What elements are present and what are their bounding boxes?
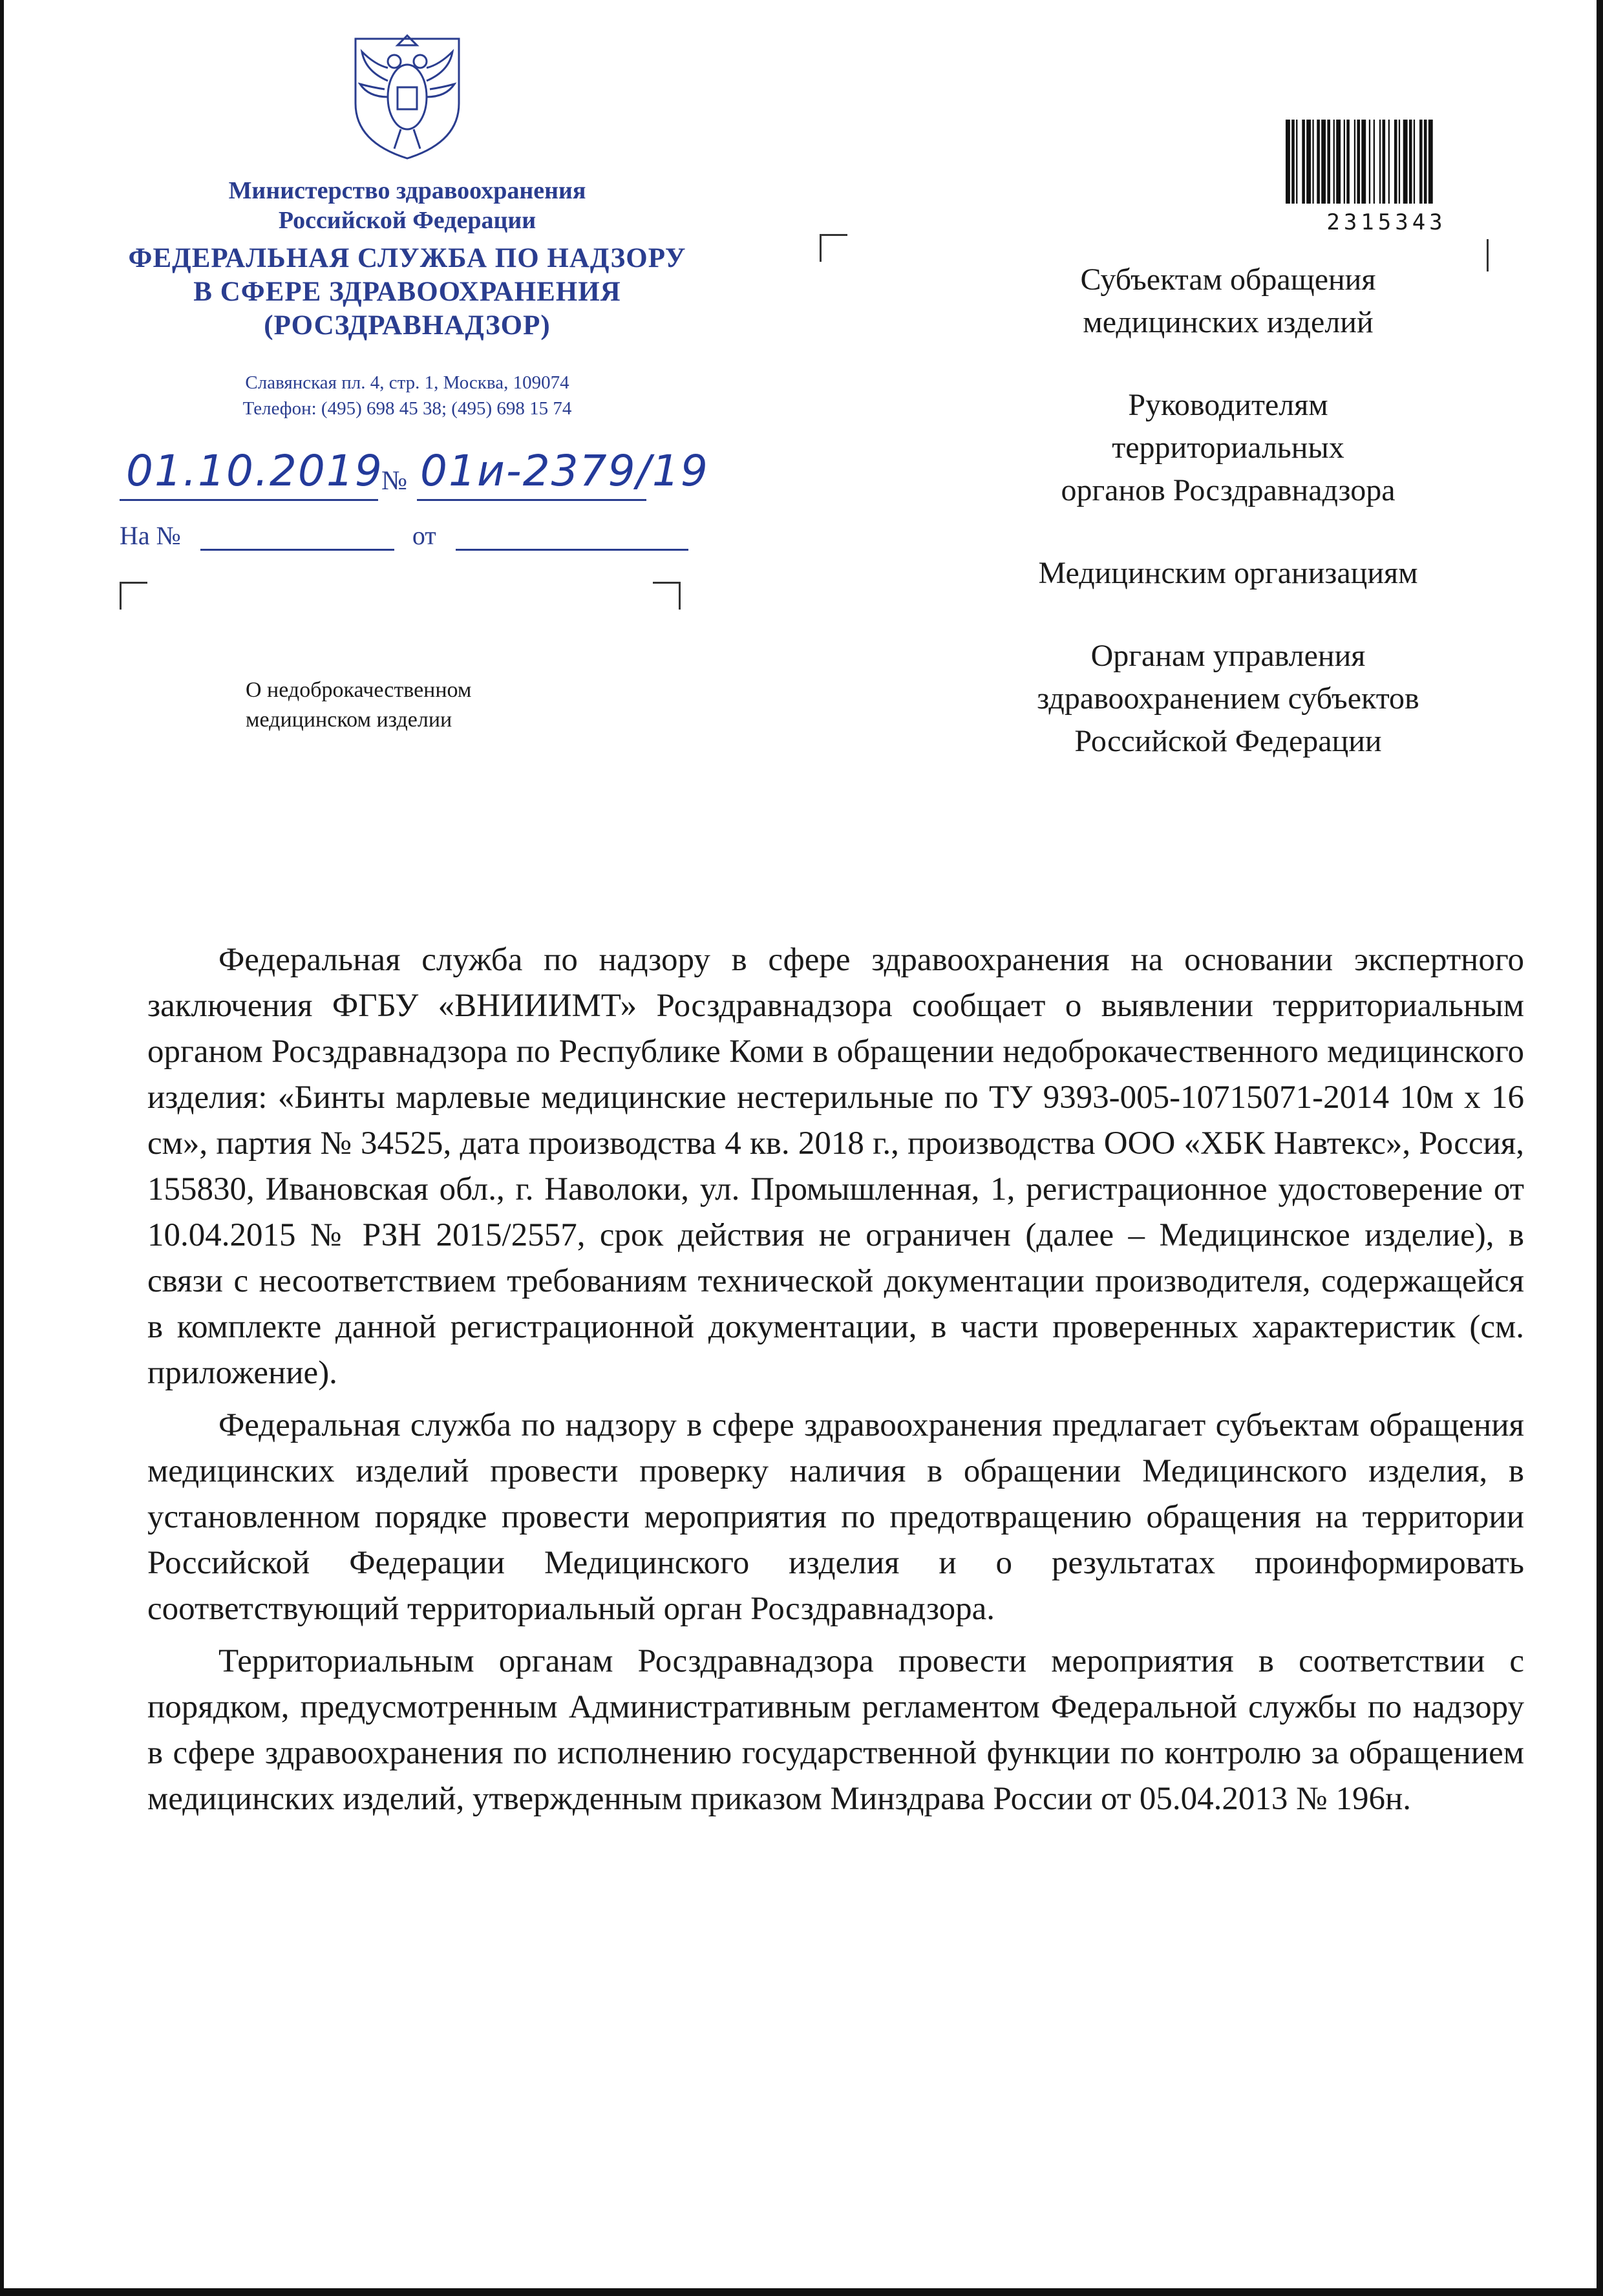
barcode-bar: [1346, 120, 1350, 204]
registration-number-sign: №: [381, 466, 408, 496]
recipient-corner-top-left: [820, 234, 847, 262]
barcode-bar: [1306, 120, 1311, 204]
barcode-bar: [1369, 120, 1370, 204]
barcode-bar: [1302, 120, 1305, 204]
barcode-bar: [1424, 120, 1427, 204]
barcode-bar: [1291, 120, 1295, 204]
barcode-bar: [1394, 120, 1397, 204]
field-corner-top-left: [120, 582, 147, 610]
address-line: Славянская пл. 4, стр. 1, Москва, 109074: [245, 372, 569, 393]
barcode-number: 2315343: [1326, 209, 1447, 235]
registration-date: 01.10.2019: [126, 446, 383, 496]
ministry-line-2: Российской Федерации: [278, 207, 536, 234]
service-line-3: (РОСЗДРАВНАДЗОР): [264, 310, 551, 341]
body-paragraph-1: Федеральная служба по надзору в сфере здравоохранения на основании экспертного заключения ФГБУ «ВНИИИМТ» Росздравнадзора сообщает о выявлении территориальным органом Росздравнадзора по Республике Коми в обращении недоброкачественного медицинского изделия: «Бинты марлевые медицинские нестерильные по ТУ 9393-005-10715071-2014 10м х 16 см», партия № 34525, дата производства 4 кв. 2018 г., производства ООО «ХБК Навтекс», Россия, 155830, Ивановская обл., г. Наволоки, ул. Промышленная, 1, регистрационное удостоверение от 10.04.2015 № РЗН 2015/2557, срок действия не ограничен (далее – Медицинское изделие), в связи с несоответствием требованиям технической документации производителя, содержащейся в комплекте данной регистрационной документации, в части проверенных характеристик (см. приложение).: [147, 942, 1524, 1391]
scan-edge-bottom: [0, 2288, 1603, 2296]
subject-line-1: О недоброкачественном: [246, 678, 472, 702]
barcode-bar: [1428, 120, 1433, 204]
barcode-bar: [1419, 120, 1423, 204]
ministry-line-1: Министерство здравоохранения: [228, 177, 586, 204]
barcode-bar: [1317, 120, 1320, 204]
barcode-bar: [1403, 120, 1408, 204]
barcode-bar: [1333, 120, 1335, 204]
barcode-bar: [1361, 120, 1366, 204]
barcode-bar: [1409, 120, 1412, 204]
service-line-2: В СФЕРЕ ЗДРАВООХРАНЕНИЯ: [193, 277, 621, 307]
reference-prefix: На №: [120, 521, 181, 550]
barcode-bar: [1399, 120, 1400, 204]
body-paragraph-2: Федеральная служба по надзору в сфере здравоохранения предлагает субъектам обращения медицинских изделий провести проверку наличия в обращении Медицинского изделия, в установленном порядке провести мероприятия по предотвращению обращения на территории Российской Федерации Медицинского изделия и о результатах проинформировать соответствующий территориальный орган Росздравнадзора.: [147, 1407, 1524, 1627]
reference-number-blank: [200, 549, 394, 551]
barcode-bar: [1383, 120, 1386, 204]
letterhead: [97, 26, 717, 421]
barcode-bar: [1379, 120, 1381, 204]
barcode-bar: [1286, 120, 1290, 204]
barcode-bar: [1312, 120, 1313, 204]
reference-from-label: от: [412, 521, 436, 550]
barcode-bar: [1388, 120, 1390, 204]
reference-date-blank: [456, 549, 688, 551]
barcode-bar: [1344, 120, 1345, 204]
field-corner-top-right: [653, 582, 681, 610]
phone-line: Телефон: (495) 698 45 38; (495) 698 15 74: [242, 398, 572, 419]
barcode: [1283, 120, 1490, 235]
barcode-bar: [1354, 120, 1355, 204]
barcode-bar: [1336, 120, 1341, 204]
service-line-1: ФЕДЕРАЛЬНАЯ СЛУЖБА ПО НАДЗОРУ: [128, 243, 686, 273]
double-headed-eagle-emblem-icon: [346, 26, 469, 162]
body-paragraph-3: Территориальным органам Росздравнадзора провести мероприятия в соответствии с порядком, предусмотренным Административным регламентом Федеральной службы по надзору в сфере здравоохранения по исполнению государственной функции по контролю за обращением медицинских изделий, утвержденным приказом Минздрава России от 05.04.2013 № 196н.: [147, 1643, 1524, 1817]
recipient-1: Субъектам обращения медицинских изделий: [1080, 262, 1376, 339]
barcode-bars: [1283, 120, 1490, 204]
letter-body: [147, 937, 1524, 1829]
number-underline: [417, 499, 646, 501]
barcode-bar: [1296, 120, 1297, 204]
reference-row: [120, 520, 688, 551]
barcode-bar: [1414, 120, 1415, 204]
barcode-bar: [1321, 120, 1326, 204]
recipient-2: Руководителям территориальных органов Росздравнадзора: [1061, 388, 1396, 507]
recipient-3: Медицинским организациям: [1038, 556, 1418, 590]
subject-block: [246, 675, 471, 735]
registration-number: 01и-2379/19: [420, 446, 709, 496]
barcode-bar: [1374, 120, 1375, 204]
barcode-bar: [1357, 120, 1360, 204]
recipients-block: [931, 259, 1525, 803]
subject-line-2: медицинском изделии: [246, 708, 452, 732]
date-underline: [120, 499, 378, 501]
barcode-bar: [1327, 120, 1330, 204]
scan-edge-right: [1597, 0, 1603, 2296]
scan-edge-left: [0, 0, 4, 2296]
registration-row: [120, 427, 753, 524]
recipient-4: Органам управления здравоохранением субъектов Российской Федерации: [1037, 639, 1419, 758]
